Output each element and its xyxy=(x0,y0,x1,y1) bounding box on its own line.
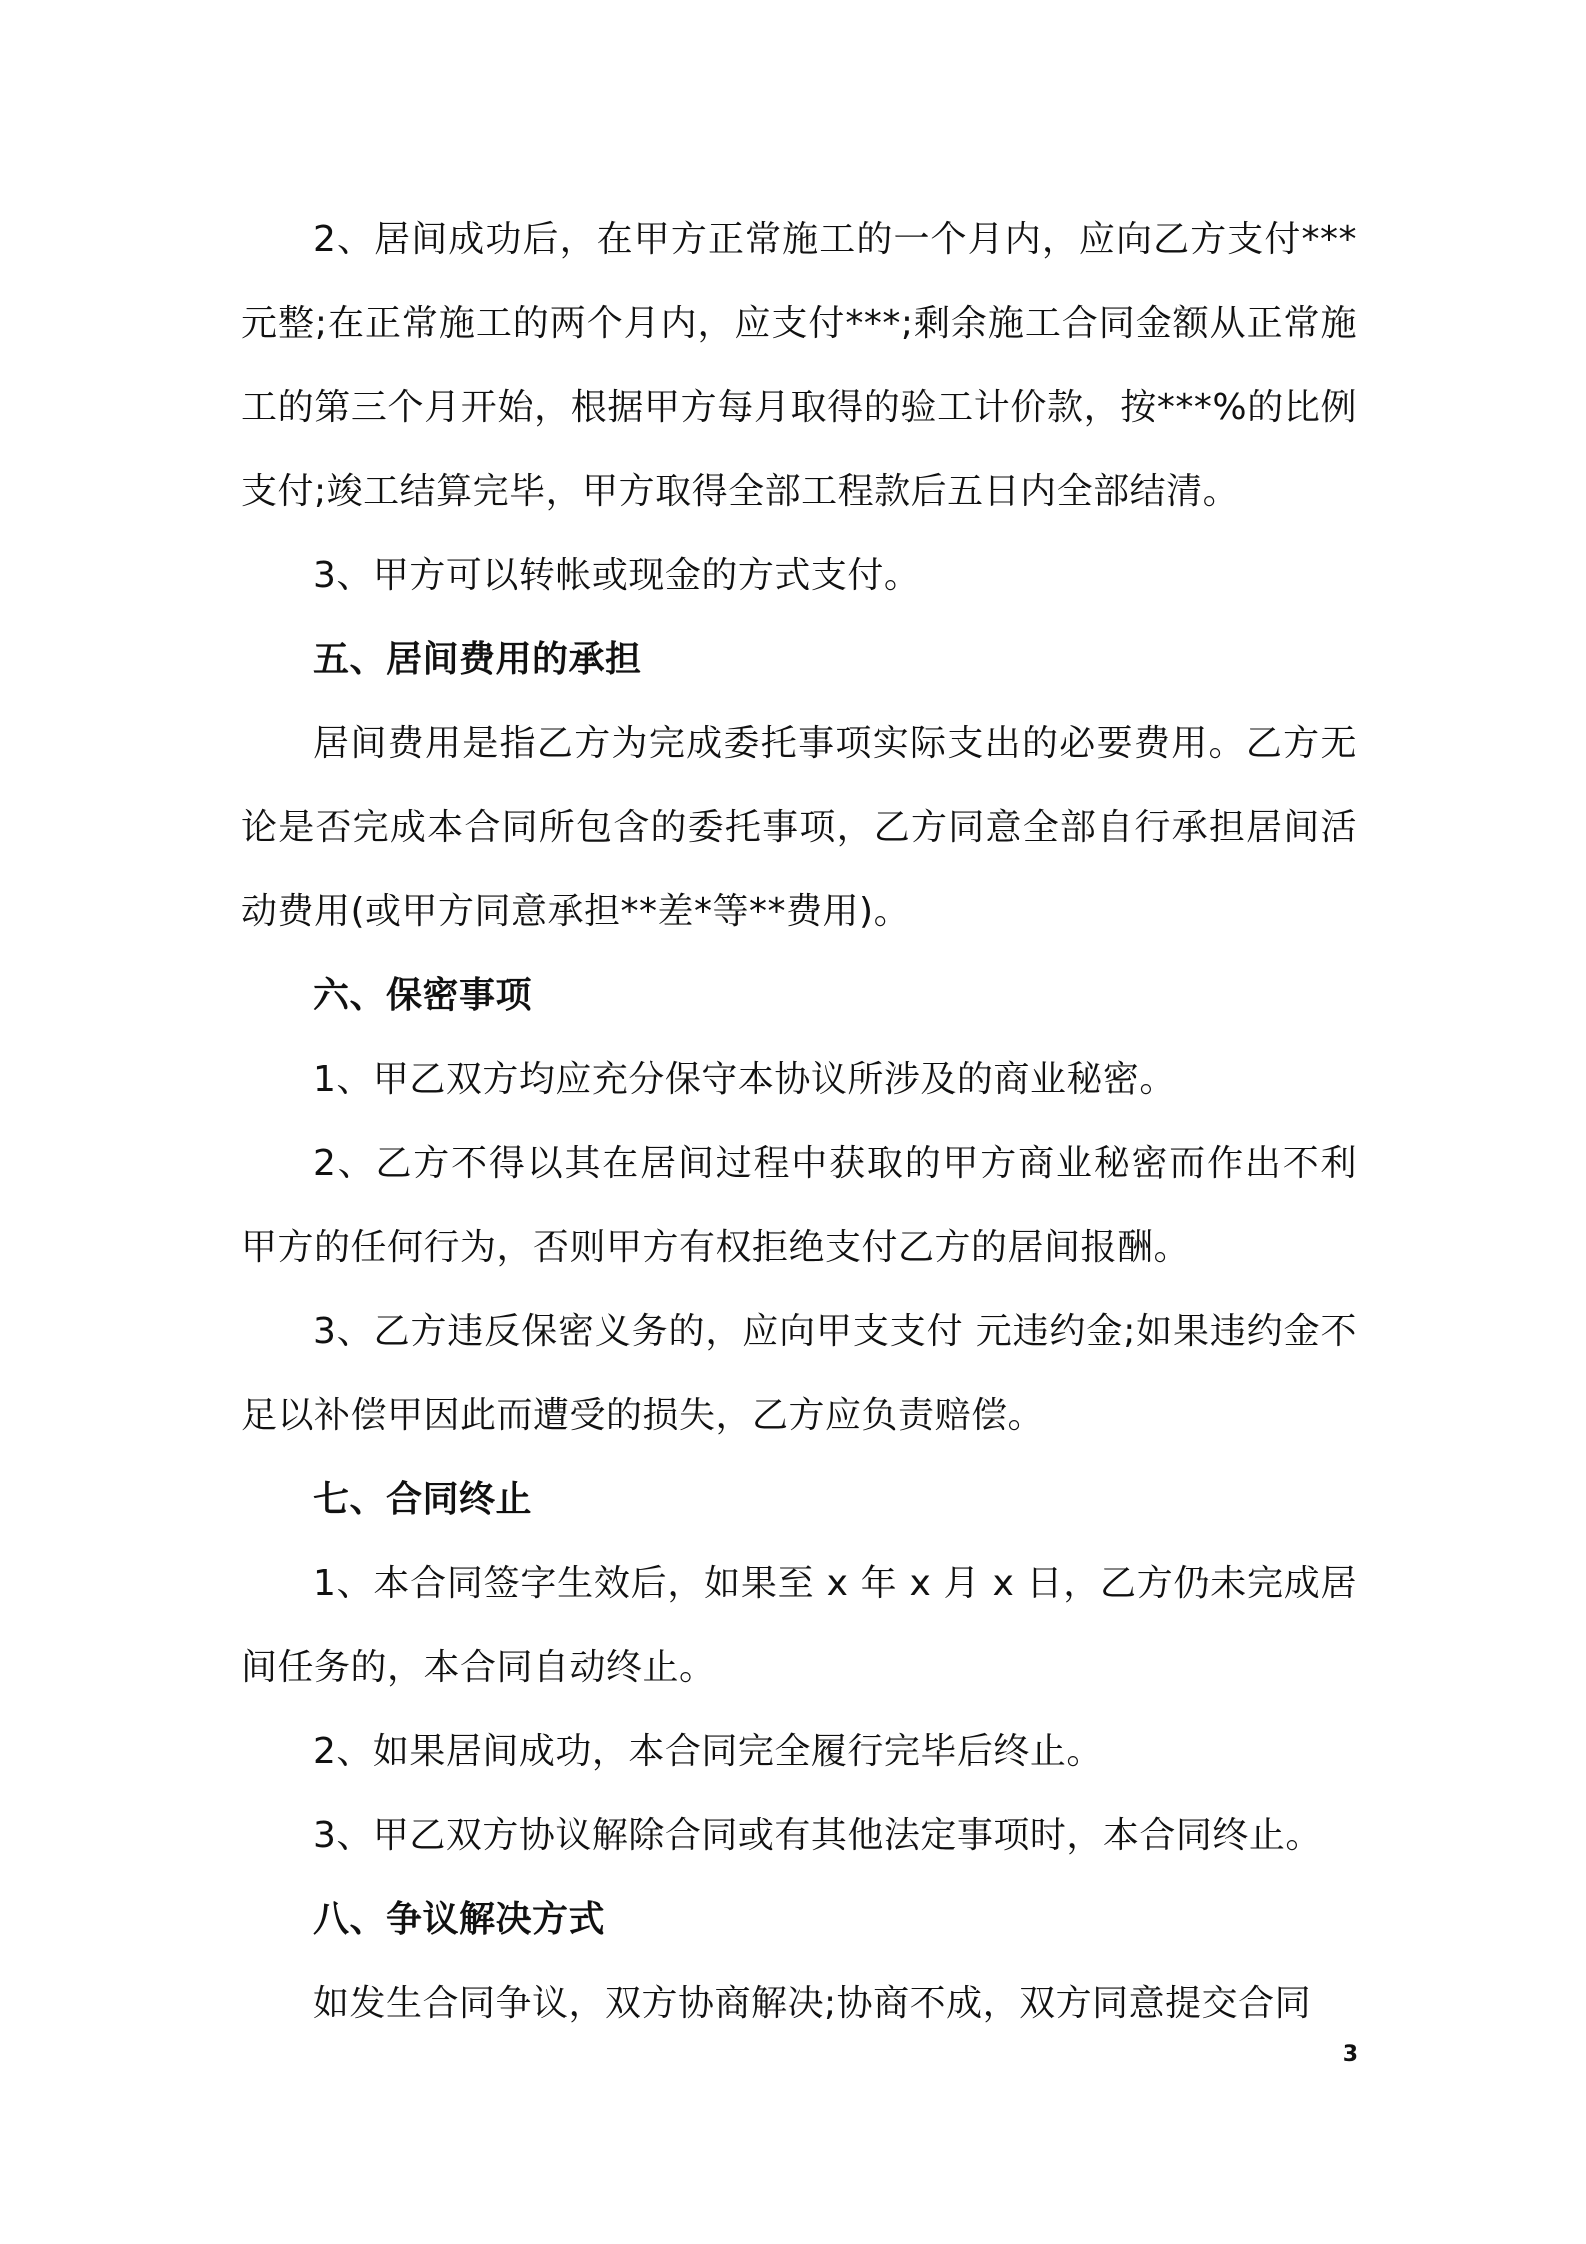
paragraph-payment-method: 3、甲方可以转帐或现金的方式支付。 xyxy=(313,555,921,596)
paragraph-dispute: 如发生合同争议，双方协商解决;协商不成，双方同意提交合同 xyxy=(313,1983,1312,2024)
section-heading-termination: 七、合同终止 xyxy=(313,1479,533,1520)
paragraph-termination-1: 1、本合同签字生效后，如果至 x 年 x 月 x 日，乙方仍未完成居间任务的，本合同自动终止。 xyxy=(241,1563,1357,1688)
paragraph-confidentiality-3: 3、乙方违反保密义务的，应向甲支支付 元违约金;如果违约金不足以补偿甲因此而遭受的损失，乙方应负责赔偿。 xyxy=(241,1311,1357,1436)
paragraph-confidentiality-1: 1、甲乙双方均应充分保守本协议所涉及的商业秘密。 xyxy=(313,1059,1176,1100)
paragraph-confidentiality-2: 2、乙方不得以其在居间过程中获取的甲方商业秘密而作出不利甲方的任何行为，否则甲方有权拒绝支付乙方的居间报酬。 xyxy=(241,1143,1357,1268)
paragraph-termination-3: 3、甲乙双方协议解除合同或有其他法定事项时，本合同终止。 xyxy=(313,1815,1322,1856)
section-heading-dispute: 八、争议解决方式 xyxy=(313,1899,606,1940)
paragraph-termination-2: 2、如果居间成功，本合同完全履行完毕后终止。 xyxy=(313,1731,1103,1772)
paragraph-expenses: 居间费用是指乙方为完成委托事项实际支出的必要费用。乙方无论是否完成本合同所包含的委托事项，乙方同意全部自行承担居间活动费用(或甲方同意承担**差*等**费用)。 xyxy=(241,723,1357,932)
section-heading-expenses: 五、居间费用的承担 xyxy=(313,639,642,680)
section-heading-confidentiality: 六、保密事项 xyxy=(313,975,533,1016)
paragraph-payment-schedule: 2、居间成功后，在甲方正常施工的一个月内，应向乙方支付***元整;在正常施工的两个月内，应支付***;剩余施工合同金额从正常施工的第三个月开始，根据甲方每月取得的验工计价款，按***%的比例支付;竣工结算完毕，甲方取得全部工程款后五日内全部结清。 xyxy=(241,219,1357,512)
document-body xyxy=(241,198,1357,2046)
page-number: 3 xyxy=(1342,2042,1358,2067)
